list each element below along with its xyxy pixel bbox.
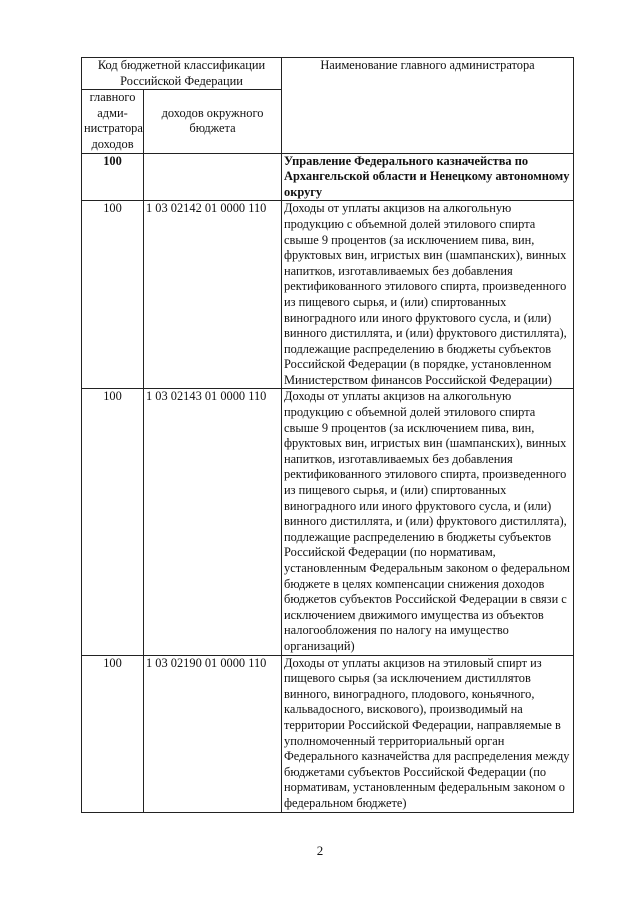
table-row [82,389,574,655]
revenue-code-cell: 1 03 02142 01 0000 110 [144,201,282,389]
administrator-name-cell: Управление Федерального казначейства по Архангельской области и Ненецкому автономному округу [282,153,574,201]
revenue-code-cell [144,153,282,201]
page-number: 2 [316,843,324,858]
budget-classification-table [81,57,574,813]
admin-code-cell: 100 [82,655,144,812]
revenue-description-cell: Доходы от уплаты акцизов на алкогольную продукцию с объемной долей этилового спирта свыше 9 процентов (за исключением пива, вин, фруктовых вин, игристых вин (шампанских), винных напитков, изготавливаемых без добавления ректификованного этилового спирта, произведенного из пищевого сырья, и (или) спиртованных виноградного или иного фруктового сусла, и (или) винного дистиллята, и (или) фруктового дистиллята), подлежащие распределению в бюджеты субъектов Российской Федерации (по нормативам, установленным Федеральным законом о федеральном бюджете в целях компенсации снижения доходов бюджетов субъектов Российской Федерации в связи с исключением движимого имущества из объектов налогообложения по налогу на имущество организаций) [282,389,574,655]
revenue-code-cell: 1 03 02143 01 0000 110 [144,389,282,655]
revenue-description-cell: Доходы от уплаты акцизов на этиловый спирт из пищевого сырья (за исключением дистиллятов винного, виноградного, плодового, коньячного, кальвадосного, вискового), производимый на территории Российской Федерации, направляемые в уполномоченный территориальный орган Федерального казначейства для распределения между бюджетами субъектов Российской Федерации (по нормативам, установленным федеральным законом о федеральном бюджете) [282,655,574,812]
revenue-description-cell: Доходы от уплаты акцизов на алкогольную продукцию с объемной долей этилового спирта свыше 9 процентов (за исключением пива, вин, фруктовых вин, игристых вин (шампанских), винных напитков, изготавливаемых без добавления ректификованного этилового спирта, произведенного из пищевого сырья, и (или) спиртованных виноградного или иного фруктового сусла, и (или) винного дистиллята, и (или) фруктового дистиллята), подлежащие распределению в бюджеты субъектов Российской Федерации (в порядке, установленном Министерством финансов Российской Федерации) [282,201,574,389]
admin-code-cell: 100 [82,153,144,201]
chief-administrator-header: главного адми-нистратора доходов [82,90,144,153]
table-row [82,655,574,812]
admin-code-cell: 100 [82,201,144,389]
revenue-code-cell: 1 03 02190 01 0000 110 [144,655,282,812]
district-budget-revenue-header: доходов окружного бюджета [144,90,282,153]
table-row [82,201,574,389]
table-row [82,153,574,201]
administrator-name-header: Наименование главного администратора [282,58,574,154]
table-header-row [82,58,574,90]
admin-code-cell: 100 [82,389,144,655]
classification-group-header: Код бюджетной классификации Российской Федерации [82,58,282,90]
